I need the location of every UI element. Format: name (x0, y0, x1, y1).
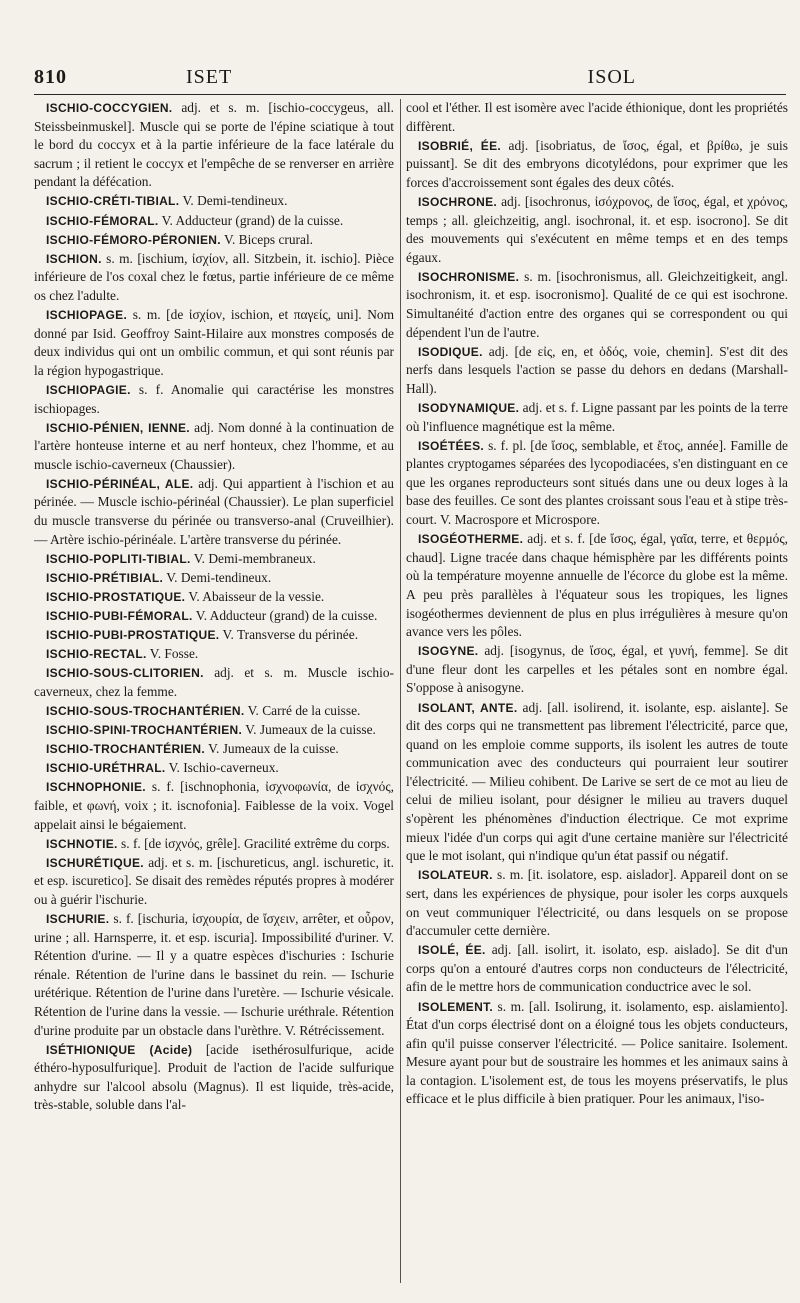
dictionary-entry (34, 212, 394, 231)
entry-text: adj. [de εἰς, en, et ὁδός, voie, chemin]. S'est dit des nerfs dans lesquels l'action se passe du dehors en dedans (Marshall-Hall). (406, 343, 788, 396)
entry-text: s. f. Anomalie qui caractérise les monstres ischiopages. (34, 381, 394, 416)
text-columns (34, 99, 786, 1283)
dictionary-entry (34, 250, 394, 306)
entry-headword: ISCHIO-POPLITI-TIBIAL. (46, 551, 191, 566)
entry-headword: ISCHIO-FÉMORO-PÉRONIEN. (46, 232, 221, 247)
dictionary-entry (34, 381, 394, 418)
entry-headword: ISOLEMENT. (418, 999, 494, 1014)
entry-headword: ISCHIO-URÉTHRAL. (46, 761, 166, 776)
entry-headword: ISOCHRONE. (418, 194, 498, 209)
entry-headword: ISOBRIÉ, ÉE. (418, 138, 502, 153)
entry-headword: ISCHIO-SPINI-TROCHANTÉRIEN. (46, 723, 243, 738)
dictionary-entry (34, 1041, 394, 1115)
entry-headword: ISCHIO-FÉMORAL. (46, 213, 159, 228)
entry-text: adj. [isochronus, ἰσόχρονος, de ἴσος, égal, et χρόνος, temps ; all. gleichzeitig, angl. isochronal, it. et esp. isocrono]. Se dit des mouvements qui s'exécutent en même temps et en des temps égaux. (406, 193, 788, 265)
column-divider (400, 99, 401, 1283)
entry-headword: ISCHIO-PROSTATIQUE. (46, 589, 186, 604)
entry-headword: ISCHIO-PÉRINÉAL, ALE. (46, 476, 194, 491)
entry-text: V. Demi-tendineux. (166, 569, 272, 585)
entry-text: adj. Nom donné à la continuation de l'artère honteuse interne et au nerf honteux, chez l'homme, et au muscle ischio-caverneux (Chaussier). (34, 419, 394, 472)
left-column (34, 99, 394, 1283)
entry-text: V. Jumeaux de la cuisse. (208, 741, 339, 757)
page-header (34, 66, 786, 94)
dictionary-entry (406, 193, 788, 267)
entry-text: V. Jumeaux de la cuisse. (245, 722, 376, 738)
entry-headword: ISCHIO-SOUS-TROCHANTÉRIEN. (46, 704, 245, 718)
right-column (406, 99, 788, 1283)
dictionary-entry (406, 399, 788, 436)
dictionary-entry (34, 664, 394, 701)
entry-text: V. Adducteur (grand) de la cuisse. (161, 212, 344, 228)
dictionary-entry (406, 998, 788, 1110)
dictionary-entry (34, 854, 394, 910)
entry-text: adj. [isobriatus, de ἴσος, égal, et βρίθω, je suis puissant]. Se dit des embryons dicotylédons, pour exprimer que les forces d'accroissement sont égales des deux côtés. (406, 137, 788, 190)
entry-headword: ISCHIO-CRÉTI-TIBIAL. (46, 194, 180, 209)
entry-text: s. m. [it. isolatore, esp. aislador]. Appareil dont on se sert, dans les expériences de physique, pour isoler les corps auxquels on veut communiquer l'électricité, ou dans lesquels on se propose d'accumuler cette dernière. (406, 867, 788, 939)
entry-headword: ISOÉTÉES. (418, 438, 485, 453)
entry-text: V. Fosse. (149, 646, 199, 662)
entry-headword: ISOLATEUR. (418, 868, 493, 883)
entry-headword: ISCHION. (46, 251, 102, 266)
dictionary-entry (406, 699, 788, 866)
dictionary-entry (34, 569, 394, 588)
dictionary-entry (34, 721, 394, 740)
entry-headword: ISOLÉ, ÉE. (418, 943, 486, 958)
entry-text: adj. et s. m. [ischureticus, angl. ischuretic, it. et esp. iscuretico]. Se disait des remèdes réputés propres à modérer ou à guérir l'ischurie. (34, 854, 394, 907)
dictionary-entry (406, 941, 788, 997)
entry-text: s. f. [ischuria, ἰσχουρία, de ἴσχειν, arrêter, et οὖρον, urine ; all. Harnsperre, it. et esp. iscuria]. Impossibilité d'uriner. V. Rétention d'urine. — Il y a quatre espèces d'ischuries : Ischurie rénale. Rétention de l'urine dans le bassinet du rein. — Ischurie urétérique. Rétention de l'urine dans l'uretère. — Ischurie vésicale. Rétention de l'urine dans la vessie. — Ischurie uréthrale. Rétention d'urine produite par un obstacle dans l'urèthre. V. Rétrécissement. (34, 911, 394, 1038)
dictionary-entry (34, 550, 394, 569)
dictionary-entry (34, 192, 394, 211)
entry-text: adj. Qui appartient à l'ischion et au périnée. — Muscle ischio-périnéal (Chaussier). Le plan superficiel du muscle transverse du périnée ou transverso-anal (Cruveilhier). — Artère ischio-périnéale. L'artère transverse du périnée. (34, 475, 394, 547)
dictionary-entry (406, 530, 788, 642)
dictionary-entry (406, 437, 788, 530)
dictionary-entry (34, 835, 394, 854)
entry-text: s. m. [de ἰσχίον, ischion, et παγείς, uni]. Nom donné par Isid. Geoffroy Saint-Hilaire aux monstres composés de deux individus qui ont un ombilic commun, et qui sont réunis par la région hypogastrique. (34, 307, 394, 378)
dictionary-entry (34, 910, 394, 1040)
entry-text: adj. [all. isolirt, it. isolato, esp. aislado]. Se dit d'un corps qu'on a entouré d'autres corps non conducteurs de l'électricité, afin de le mettre hors de communication conductrice avec le sol. (406, 942, 788, 995)
entry-text: cool et l'éther. Il est isomère avec l'acide éthionique, dont les propriétés diffèrent. (406, 100, 788, 134)
dictionary-entry (34, 740, 394, 759)
dictionary-entry (406, 343, 788, 399)
dictionary-entry (406, 99, 788, 136)
dictionary-entry (34, 759, 394, 778)
entry-text: V. Carré de la cuisse. (247, 703, 361, 718)
entry-text: V. Demi-membraneux. (193, 550, 316, 566)
entry-headword: ISCHNOPHONIE. (46, 780, 146, 795)
page-number: 810 (34, 66, 67, 88)
entry-text: adj. [isogynus, de ἴσος, égal, et γυνή, femme]. Se dit d'une fleur dont les carpelles et les pétales sont en nombre égal. S'oppose à anisogyne. (406, 643, 788, 696)
dictionary-entry (34, 702, 394, 721)
header-rule (34, 94, 786, 95)
entry-text: adj. et s. f. Ligne passant par les points de la terre où l'influence magnétique est la même. (406, 400, 788, 434)
dictionary-entry (34, 626, 394, 645)
left-guide-word: ISET (186, 66, 233, 88)
entry-text: adj. [all. isolirend, it. isolante, esp. aislante]. Se dit des corps qui ne transmettent pas librement l'électricité, parce que, quand on les emploie comme supports, ils isolent les autres de toute communication avec des conducteurs qui pourraient leur soutirer l'électricité. — Milieu cohibent. De Larive se sert de ce mot au lieu de celui de milieu isolant, pour désigner le milieu au travers duquel s'opèrent les phénomènes d'induction électrique. Ce mot exprime mieux l'idée d'un corps qui agit d'une certaine manière sur l'électricité que le mot isolant, qui n'indique qu'un état passif ou négatif. (406, 699, 788, 864)
entry-text: s. m. [isochronismus, all. Gleichzeitigkeit, angl. isochronism, it. et esp. isocronismo]. Qualité de ce qui est isochrone. Simultanéité d'action entre des organes qui se correspondent ou qui dépendent l'un de l'autre. (406, 268, 788, 340)
entry-text: adj. et s. m. [ischio-coccygeus, all. Steissbeinmuskel]. Muscle qui se porte de l'épine sciatique à tout le bord du coccyx et à la partie inférieure de la face latérale du sacrum ; il retient le coccyx et l'empêche de se renverser en arrière pendant la défécation. (34, 100, 394, 190)
dictionary-entry (406, 137, 788, 193)
dictionary-entry (34, 99, 394, 192)
entry-text: adj. et s. f. [de ἴσος, égal, γαῖα, terre, et θερμός, chaud]. Ligne tracée dans chaque hémisphère par les différents points où la température moyenne annuelle de l'écorce du globe est la même. A peu près parallèles à l'équateur sous les tropiques, les lignes isogéothermes deviennent de plus en plus irrégulières à mesure qu'on avance vers les pôles. (406, 531, 788, 640)
dictionary-entry (34, 419, 394, 475)
entry-text: s. m. [ischium, ἰσχίον, all. Sitzbein, it. ischio]. Pièce inférieure de l'os coxal chez le fœtus, partie inférieure de ce même os chez l'adulte. (34, 250, 394, 303)
entry-headword: ISODIQUE. (418, 344, 483, 359)
entry-text: s. f. [ischnophonia, ἰσχνοφωνία, de ἰσχνός, faible, et φωνή, voix ; it. iscnofonia]. Faiblesse de la voix. Vogel appelait ainsi le bégaiement. (34, 779, 394, 832)
entry-headword: ISCHIO-COCCYGIEN. (46, 101, 173, 115)
dictionary-entry (406, 642, 788, 698)
entry-headword: ISOGYNE. (418, 644, 479, 659)
right-guide-word: ISOL (587, 66, 636, 88)
entry-headword: ISCHIO-RECTAL. (46, 647, 147, 662)
entry-text: V. Adducteur (grand) de la cuisse. (195, 608, 378, 624)
entry-headword: ISCHIOPAGE. (46, 308, 128, 323)
entry-headword: ISCHIO-PÉNIEN, IENNE. (46, 420, 190, 435)
dictionary-entry (34, 607, 394, 626)
entry-text: V. Abaisseur de la vessie. (188, 588, 325, 604)
entry-headword: ISOCHRONISME. (418, 269, 520, 284)
entry-headword: ISCHURIE. (46, 912, 110, 927)
entry-headword: ISCHNOTIE. (46, 836, 118, 851)
entry-text: V. Transverse du périnée. (222, 627, 359, 643)
entry-headword: ISCHURÉTIQUE. (46, 855, 144, 870)
entry-headword: ISCHIO-SOUS-CLITORIEN. (46, 666, 204, 681)
entry-headword: ISCHIO-PUBI-PROSTATIQUE. (46, 628, 220, 643)
entry-text: V. Biceps crural. (224, 231, 314, 247)
entry-headword: ISOLANT, ANTE. (418, 700, 518, 715)
entry-headword: ISOGÉOTHERME. (418, 532, 524, 547)
entry-headword: ISCHIO-PRÉTIBIAL. (46, 570, 164, 585)
entry-text: s. f. [de ἰσχνός, grêle]. Gracilité extrême du corps. (121, 835, 390, 851)
dictionary-entry (34, 306, 394, 380)
entry-text: s. f. pl. [de ἴσος, semblable, et ἔτος, année]. Famille de plantes cryptogames séparées des lycopodiacées, s'en distinguant en ce que les organes reproducteurs sont situés dans une ou deux loges à la base des feuilles. Ce sont des plantes croissant sous l'eau et à stipe très-court. V. Macrospore et Microspore. (406, 437, 788, 528)
dictionary-entry (406, 866, 788, 940)
dictionary-entry (34, 231, 394, 250)
entry-headword: ISCHIO-PUBI-FÉMORAL. (46, 609, 193, 624)
dictionary-entry (34, 475, 394, 549)
dictionary-entry (34, 588, 394, 607)
entry-text: V. Demi-tendineux. (182, 193, 288, 209)
entry-text: adj. et s. m. Muscle ischio-caverneux, chez la femme. (34, 665, 394, 699)
entry-headword: ISODYNAMIQUE. (418, 401, 520, 415)
entry-headword: ISCHIOPAGIE. (46, 382, 131, 397)
entry-headword: ISCHIO-TROCHANTÉRIEN. (46, 742, 205, 757)
dictionary-entry (34, 645, 394, 664)
entry-headword: ISÉTHIONIQUE (Acide) (46, 1042, 193, 1057)
entry-text: s. m. [all. Isolirung, it. isolamento, esp. aislamiento]. État d'un corps électrisé dont on a éloigné tous les objets conducteurs, afin qu'il puisse conserver l'électricité. — Police sanitaire. Isolement. Mesure ayant pour but de soustraire les hommes et les animaux sains à la contagion. L'isolement est, de tous les moyens préservatifs, le plus efficace et le plus difficile à bien pratiquer. Pour les animaux, l'iso- (406, 998, 788, 1107)
entry-text: [acide isethérosulfurique, acide éthéro-hyposulfurique]. Produit de l'action de l'acide sulfurique anhydre sur l'alcool absolu (Magnus). Il est liquide, très-acide, très-stable, soluble dans l'al- (34, 1041, 394, 1113)
dictionary-entry (406, 268, 788, 342)
dictionary-entry (34, 778, 394, 834)
entry-text: V. Ischio-caverneux. (168, 760, 279, 776)
